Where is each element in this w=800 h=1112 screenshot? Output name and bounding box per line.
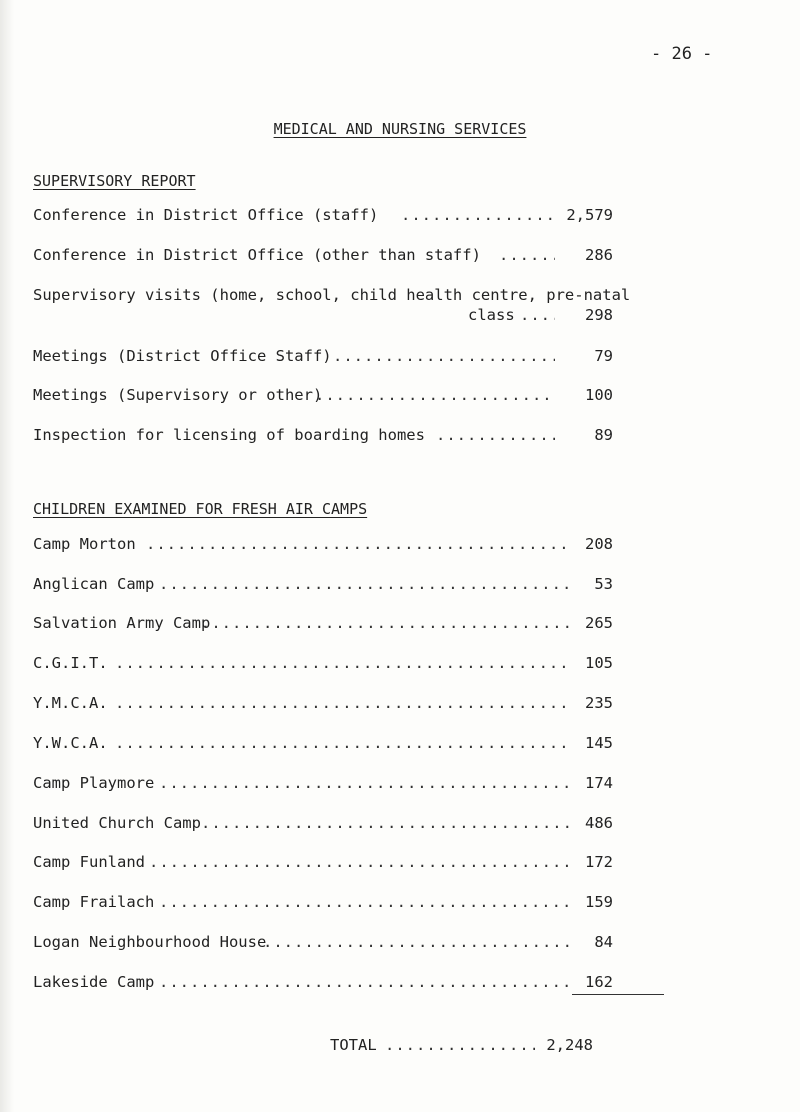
row-value: 145	[585, 734, 613, 752]
total-value: 2,248	[546, 1036, 593, 1054]
row-value: 174	[585, 774, 613, 792]
total-label: TOTAL	[330, 1036, 377, 1054]
row-value: 159	[585, 893, 613, 911]
row-value: 172	[585, 853, 613, 871]
row-label: Logan Neighbourhood House	[33, 933, 267, 951]
dot-leader	[520, 306, 555, 328]
row-value: 486	[585, 814, 613, 832]
supervisory-row	[33, 286, 631, 332]
dot-leader	[333, 347, 555, 369]
row-value: 84	[594, 933, 613, 951]
row-value: 298	[585, 306, 613, 324]
camps-heading: CHILDREN EXAMINED FOR FRESH AIR CAMPS	[33, 500, 368, 518]
dot-leader	[436, 426, 555, 448]
dot-leader	[315, 386, 555, 408]
row-value: 265	[585, 614, 613, 632]
row-label: Supervisory visits (home, school, child health centre, pre-natal	[33, 286, 631, 304]
row-label: Anglican Camp	[33, 575, 155, 593]
row-label: Y.M.C.A.	[33, 694, 108, 712]
dot-leader	[159, 774, 573, 796]
supervisory-heading: SUPERVISORY REPORT	[33, 172, 196, 190]
sum-underline	[572, 994, 664, 995]
dot-leader	[115, 734, 573, 756]
row-value: 53	[594, 575, 613, 593]
row-value: 100	[585, 386, 613, 404]
row-value: 2,579	[566, 206, 613, 224]
page-number: - 26 -	[651, 44, 713, 64]
row-label: C.G.I.T.	[33, 654, 108, 672]
row-value: 162	[585, 973, 613, 991]
dot-leader	[401, 206, 555, 228]
row-label: Camp Morton	[33, 535, 136, 553]
dot-leader	[385, 1036, 535, 1058]
dot-leader	[201, 614, 573, 636]
row-label-continuation: class	[468, 306, 515, 324]
row-label: Meetings (District Office Staff)	[33, 347, 332, 365]
row-value: 79	[594, 347, 613, 365]
dot-leader	[499, 246, 555, 268]
row-label: Inspection for licensing of boarding homes	[33, 426, 425, 444]
row-label: Camp Funland	[33, 853, 145, 871]
page-title	[0, 120, 800, 138]
page-title-text: MEDICAL AND NURSING SERVICES	[273, 120, 527, 138]
row-label: Salvation Army Camp	[33, 614, 211, 632]
dot-leader	[159, 575, 573, 597]
row-label: Meetings (Supervisory or other)	[33, 386, 323, 404]
row-label: Camp Playmore	[33, 774, 155, 792]
row-label: Camp Frailach	[33, 893, 155, 911]
row-label: United Church Camp	[33, 814, 201, 832]
row-label: Y.W.C.A.	[33, 734, 108, 752]
dot-leader	[201, 814, 573, 836]
row-label: Lakeside Camp	[33, 973, 155, 991]
row-label: Conference in District Office (staff)	[33, 206, 379, 224]
dot-leader	[159, 893, 573, 915]
row-value: 235	[585, 694, 613, 712]
dot-leader	[263, 933, 573, 955]
dot-leader	[149, 853, 573, 875]
dot-leader	[115, 694, 573, 716]
dot-leader	[146, 535, 573, 557]
row-label: Conference in District Office (other than staff)	[33, 246, 481, 264]
dot-leader	[159, 973, 573, 995]
row-value: 286	[585, 246, 613, 264]
page-edge-shadow	[0, 0, 14, 1112]
row-value: 89	[594, 426, 613, 444]
row-value: 105	[585, 654, 613, 672]
row-value: 208	[585, 535, 613, 553]
dot-leader	[115, 654, 573, 676]
